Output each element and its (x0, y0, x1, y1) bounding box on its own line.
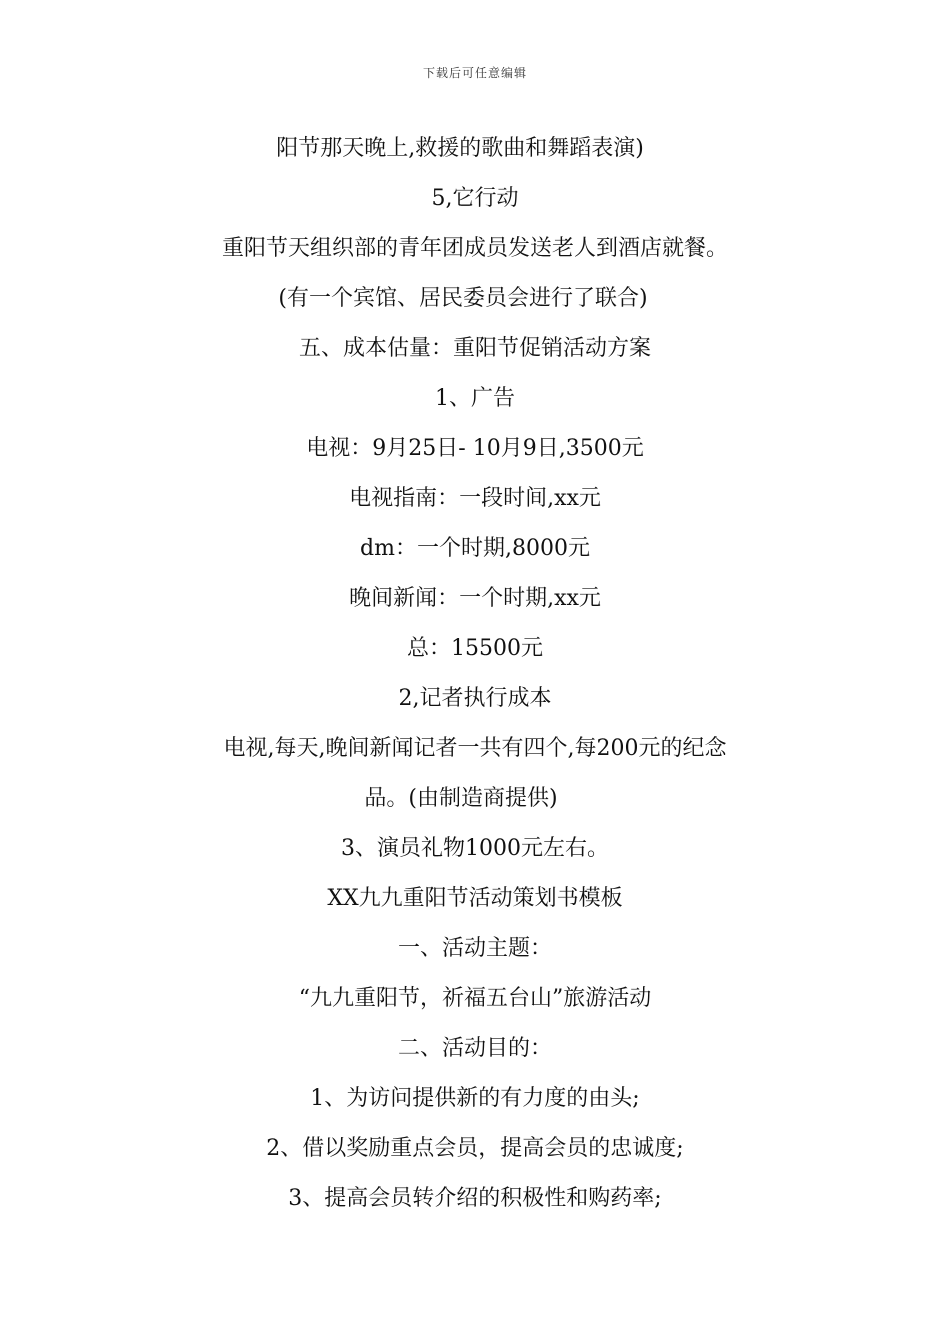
text-line-12: 2,记者执行成本 (398, 686, 552, 711)
text-line-22: 3、提高会员转介绍的积极性和购药率; (288, 1186, 662, 1211)
text-line-10: 晚间新闻：一个时期,xx元 (349, 586, 601, 611)
text-line-11: 总：15500元 (407, 636, 543, 661)
text-line-7: 电视：9月25日- 10月9日,3500元 (306, 436, 644, 461)
text-line-5: 五、成本估量：重阳节促销活动方案 (298, 336, 651, 361)
text-line-3: 重阳节天组织部的青年团成员发送老人到酒店就餐。 (221, 236, 728, 261)
text-line-6: 1、广告 (435, 386, 515, 411)
page-header-note: 下载后可任意编辑 (422, 66, 527, 80)
text-line-14: 品。(由制造商提供) (364, 786, 558, 811)
text-line-2: 5,它行动 (431, 186, 519, 211)
text-line-21: 2、借以奖励重点会员，提高会员的忠诚度; (266, 1136, 684, 1161)
text-line-16: XX九九重阳节活动策划书模板 (327, 886, 623, 911)
text-line-4: (有一个宾馆、居民委员会进行了联合) (278, 286, 648, 311)
text-line-17: 一、活动主题： (397, 936, 552, 961)
text-line-1: 阳节那天晚上,救援的歌曲和舞蹈表演) (276, 136, 644, 161)
text-line-18: “九九重阳节，祈福五台山”旅游活动 (298, 986, 652, 1011)
text-line-9: dm：一个时期,8000元 (360, 536, 590, 561)
text-line-20: 1、为访问提供新的有力度的由头; (310, 1086, 640, 1111)
text-line-8: 电视指南：一段时间,xx元 (349, 486, 601, 511)
text-line-15: 3、演员礼物1000元左右。 (341, 836, 609, 861)
text-line-19: 二、活动目的： (397, 1036, 552, 1061)
text-line-13: 电视,每天,晚间新闻记者一共有四个,每200元的纪念 (223, 736, 727, 761)
